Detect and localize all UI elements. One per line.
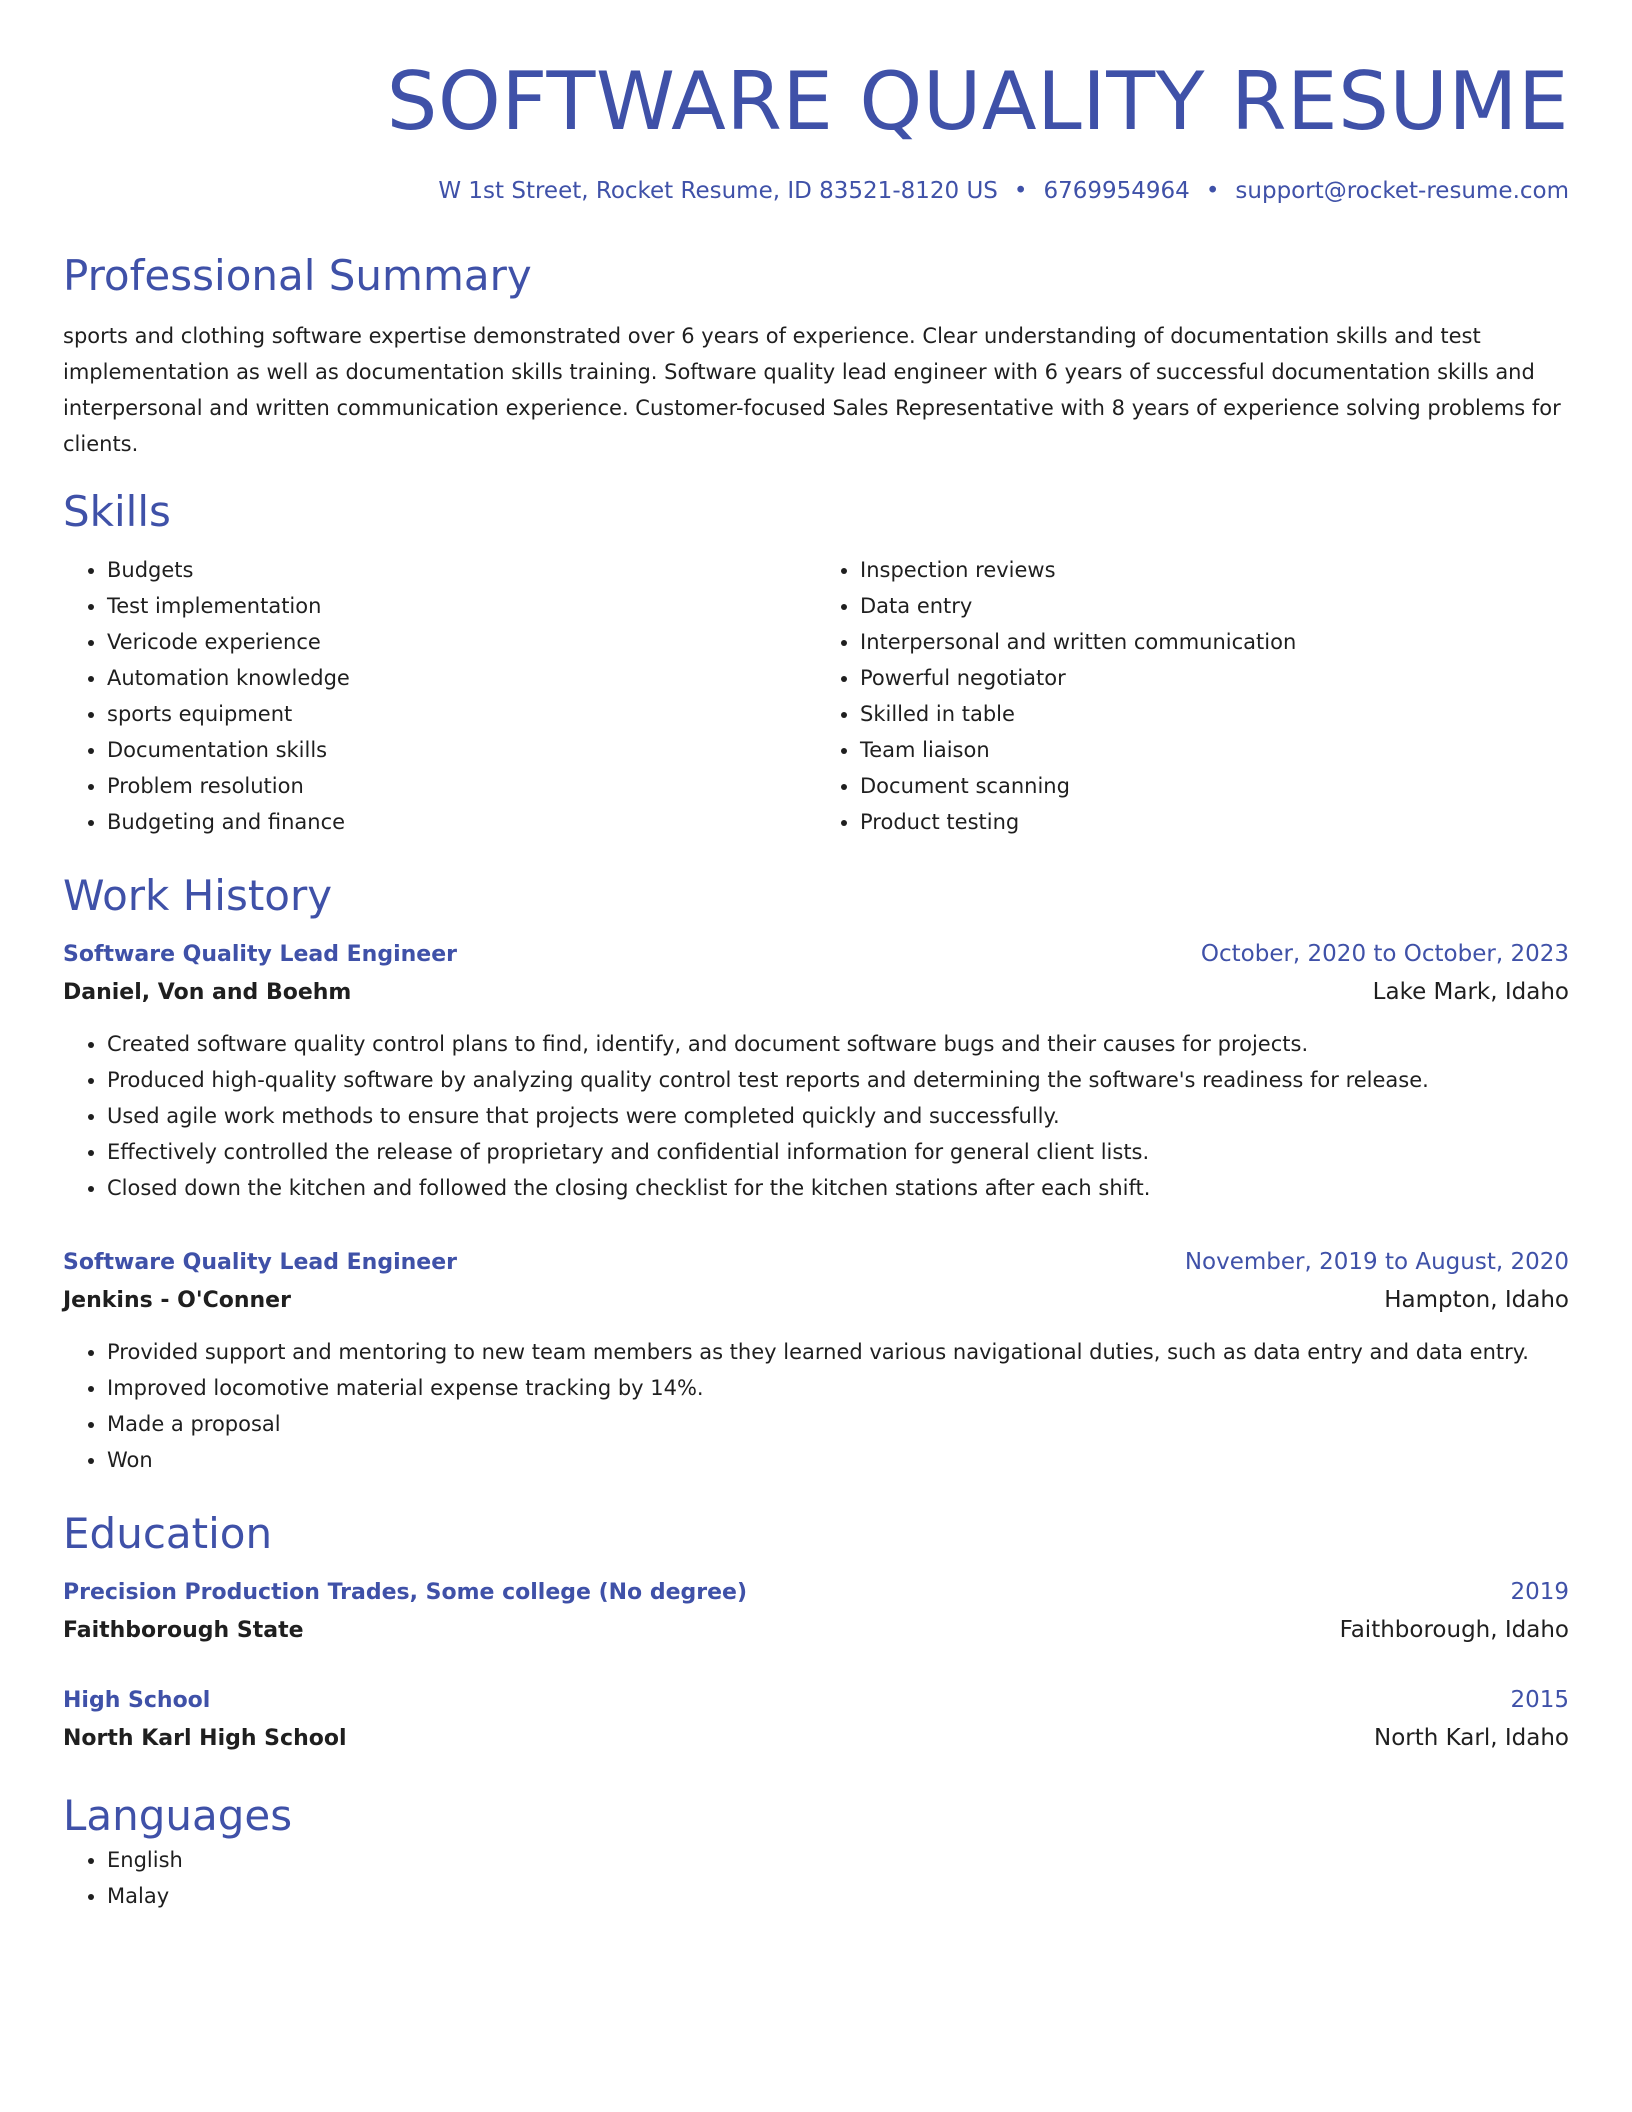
skill-item: • Team liaison [860, 732, 1569, 768]
languages-list [63, 1842, 1569, 1914]
education-year: 2019 [1510, 1579, 1569, 1605]
job-duty: • Produced high-quality software by analyzing quality control test reports and determining the software's readiness for release. [107, 1062, 1569, 1098]
work-history-section [63, 870, 1569, 1478]
job-header-row [63, 936, 1569, 973]
languages-section [63, 1790, 1569, 1914]
skill-item: • Budgets [107, 552, 816, 588]
skill-item: • Test implementation [107, 588, 816, 624]
education-school-row [63, 1611, 1569, 1650]
education-year: 2015 [1510, 1687, 1569, 1713]
education-entry [63, 1682, 1569, 1758]
job-dates: November, 2019 to August, 2020 [1184, 1249, 1569, 1275]
education-location: Faithborough, Idaho [1339, 1617, 1569, 1643]
job-duty: • Provided support and mentoring to new team members as they learned various navigational duties, such as data entry and data entry. [107, 1334, 1569, 1370]
summary-text: sports and clothing software expertise demonstrated over 6 years of experience. Clear understanding of documentation skills and test implementation as well as documentation skills training. Software quality lead engineer with 6 years of successful documentation skills and interpersonal and written communication experience. Customer-focused Sales Representative with 8 years of experience solving problems for clients. [63, 324, 1561, 456]
job-location: Lake Mark, Idaho [1372, 979, 1569, 1005]
education-school: Faithborough State [63, 1618, 304, 1643]
job-duty: • Made a proposal [107, 1406, 1569, 1442]
contact-email[interactable]: support@rocket-resume.com [1235, 178, 1569, 204]
skills-list-left [63, 552, 816, 840]
skill-item: • Data entry [860, 588, 1569, 624]
section-title-languages: Languages [63, 1791, 293, 1840]
education-degree: Precision Production Trades, Some college (No degree) [63, 1580, 747, 1605]
skill-item: • Document scanning [860, 768, 1569, 804]
job-company-row [63, 973, 1569, 1012]
job-entry [63, 1244, 1569, 1478]
job-company: Jenkins - O'Conner [63, 1288, 291, 1313]
job-duty: • Won [107, 1442, 1569, 1478]
skill-item: • Interpersonal and written communication [860, 624, 1569, 660]
job-duty: • Closed down the kitchen and followed the closing checklist for the kitchen stations after each shift. [107, 1170, 1569, 1206]
education-school-row [63, 1719, 1569, 1758]
skill-item: • Skilled in table [860, 696, 1569, 732]
language-item: • English [107, 1842, 1569, 1878]
skills-list-right [816, 552, 1569, 840]
job-duties-list [63, 1334, 1569, 1478]
skill-item: • Powerful negotiator [860, 660, 1569, 696]
skill-item: • Product testing [860, 804, 1569, 840]
resume-title: SOFTWARE QUALITY RESUME [386, 55, 1569, 148]
job-duty: • Used agile work methods to ensure that projects were completed quickly and successfully. [107, 1098, 1569, 1134]
job-role: Software Quality Lead Engineer [63, 942, 457, 967]
section-title-skills: Skills [63, 487, 171, 536]
language-item: • Malay [107, 1878, 1569, 1914]
skill-item: • Documentation skills [107, 732, 816, 768]
skill-item: • Inspection reviews [860, 552, 1569, 588]
skill-item: • Budgeting and finance [107, 804, 816, 840]
section-title-summary: Professional Summary [63, 251, 532, 300]
education-school: North Karl High School [63, 1726, 347, 1751]
education-degree: High School [63, 1688, 211, 1713]
job-location: Hampton, Idaho [1384, 1287, 1569, 1313]
education-section [63, 1508, 1569, 1758]
job-company-row [63, 1281, 1569, 1320]
resume-header [63, 0, 1569, 208]
job-role: Software Quality Lead Engineer [63, 1250, 457, 1275]
job-duty: • Created software quality control plans to find, identify, and document software bugs and their causes for projects. [107, 1026, 1569, 1062]
contact-line [63, 174, 1569, 208]
contact-separator: • [1205, 178, 1220, 204]
professional-summary-section [63, 250, 1569, 462]
job-duty: • Effectively controlled the release of proprietary and confidential information for general client lists. [107, 1134, 1569, 1170]
section-title-education: Education [63, 1509, 273, 1558]
job-dates: October, 2020 to October, 2023 [1200, 941, 1569, 967]
section-title-work-history: Work History [63, 871, 333, 920]
job-header-row [63, 1244, 1569, 1281]
contact-separator: • [1013, 178, 1028, 204]
contact-address: W 1st Street, Rocket Resume, ID 83521-8120 US [438, 178, 998, 204]
skills-columns [63, 552, 1569, 840]
skill-item: • Automation knowledge [107, 660, 816, 696]
education-location: North Karl, Idaho [1373, 1725, 1569, 1751]
job-duty: • Improved locomotive material expense tracking by 14%. [107, 1370, 1569, 1406]
skills-section [63, 486, 1569, 840]
job-entry [63, 936, 1569, 1206]
skill-item: • Vericode experience [107, 624, 816, 660]
job-duties-list [63, 1026, 1569, 1206]
contact-phone: 6769954964 [1043, 178, 1190, 204]
skill-item: • Problem resolution [107, 768, 816, 804]
education-entry [63, 1574, 1569, 1650]
skill-item: • sports equipment [107, 696, 816, 732]
education-header-row [63, 1682, 1569, 1719]
education-header-row [63, 1574, 1569, 1611]
job-company: Daniel, Von and Boehm [63, 980, 352, 1005]
